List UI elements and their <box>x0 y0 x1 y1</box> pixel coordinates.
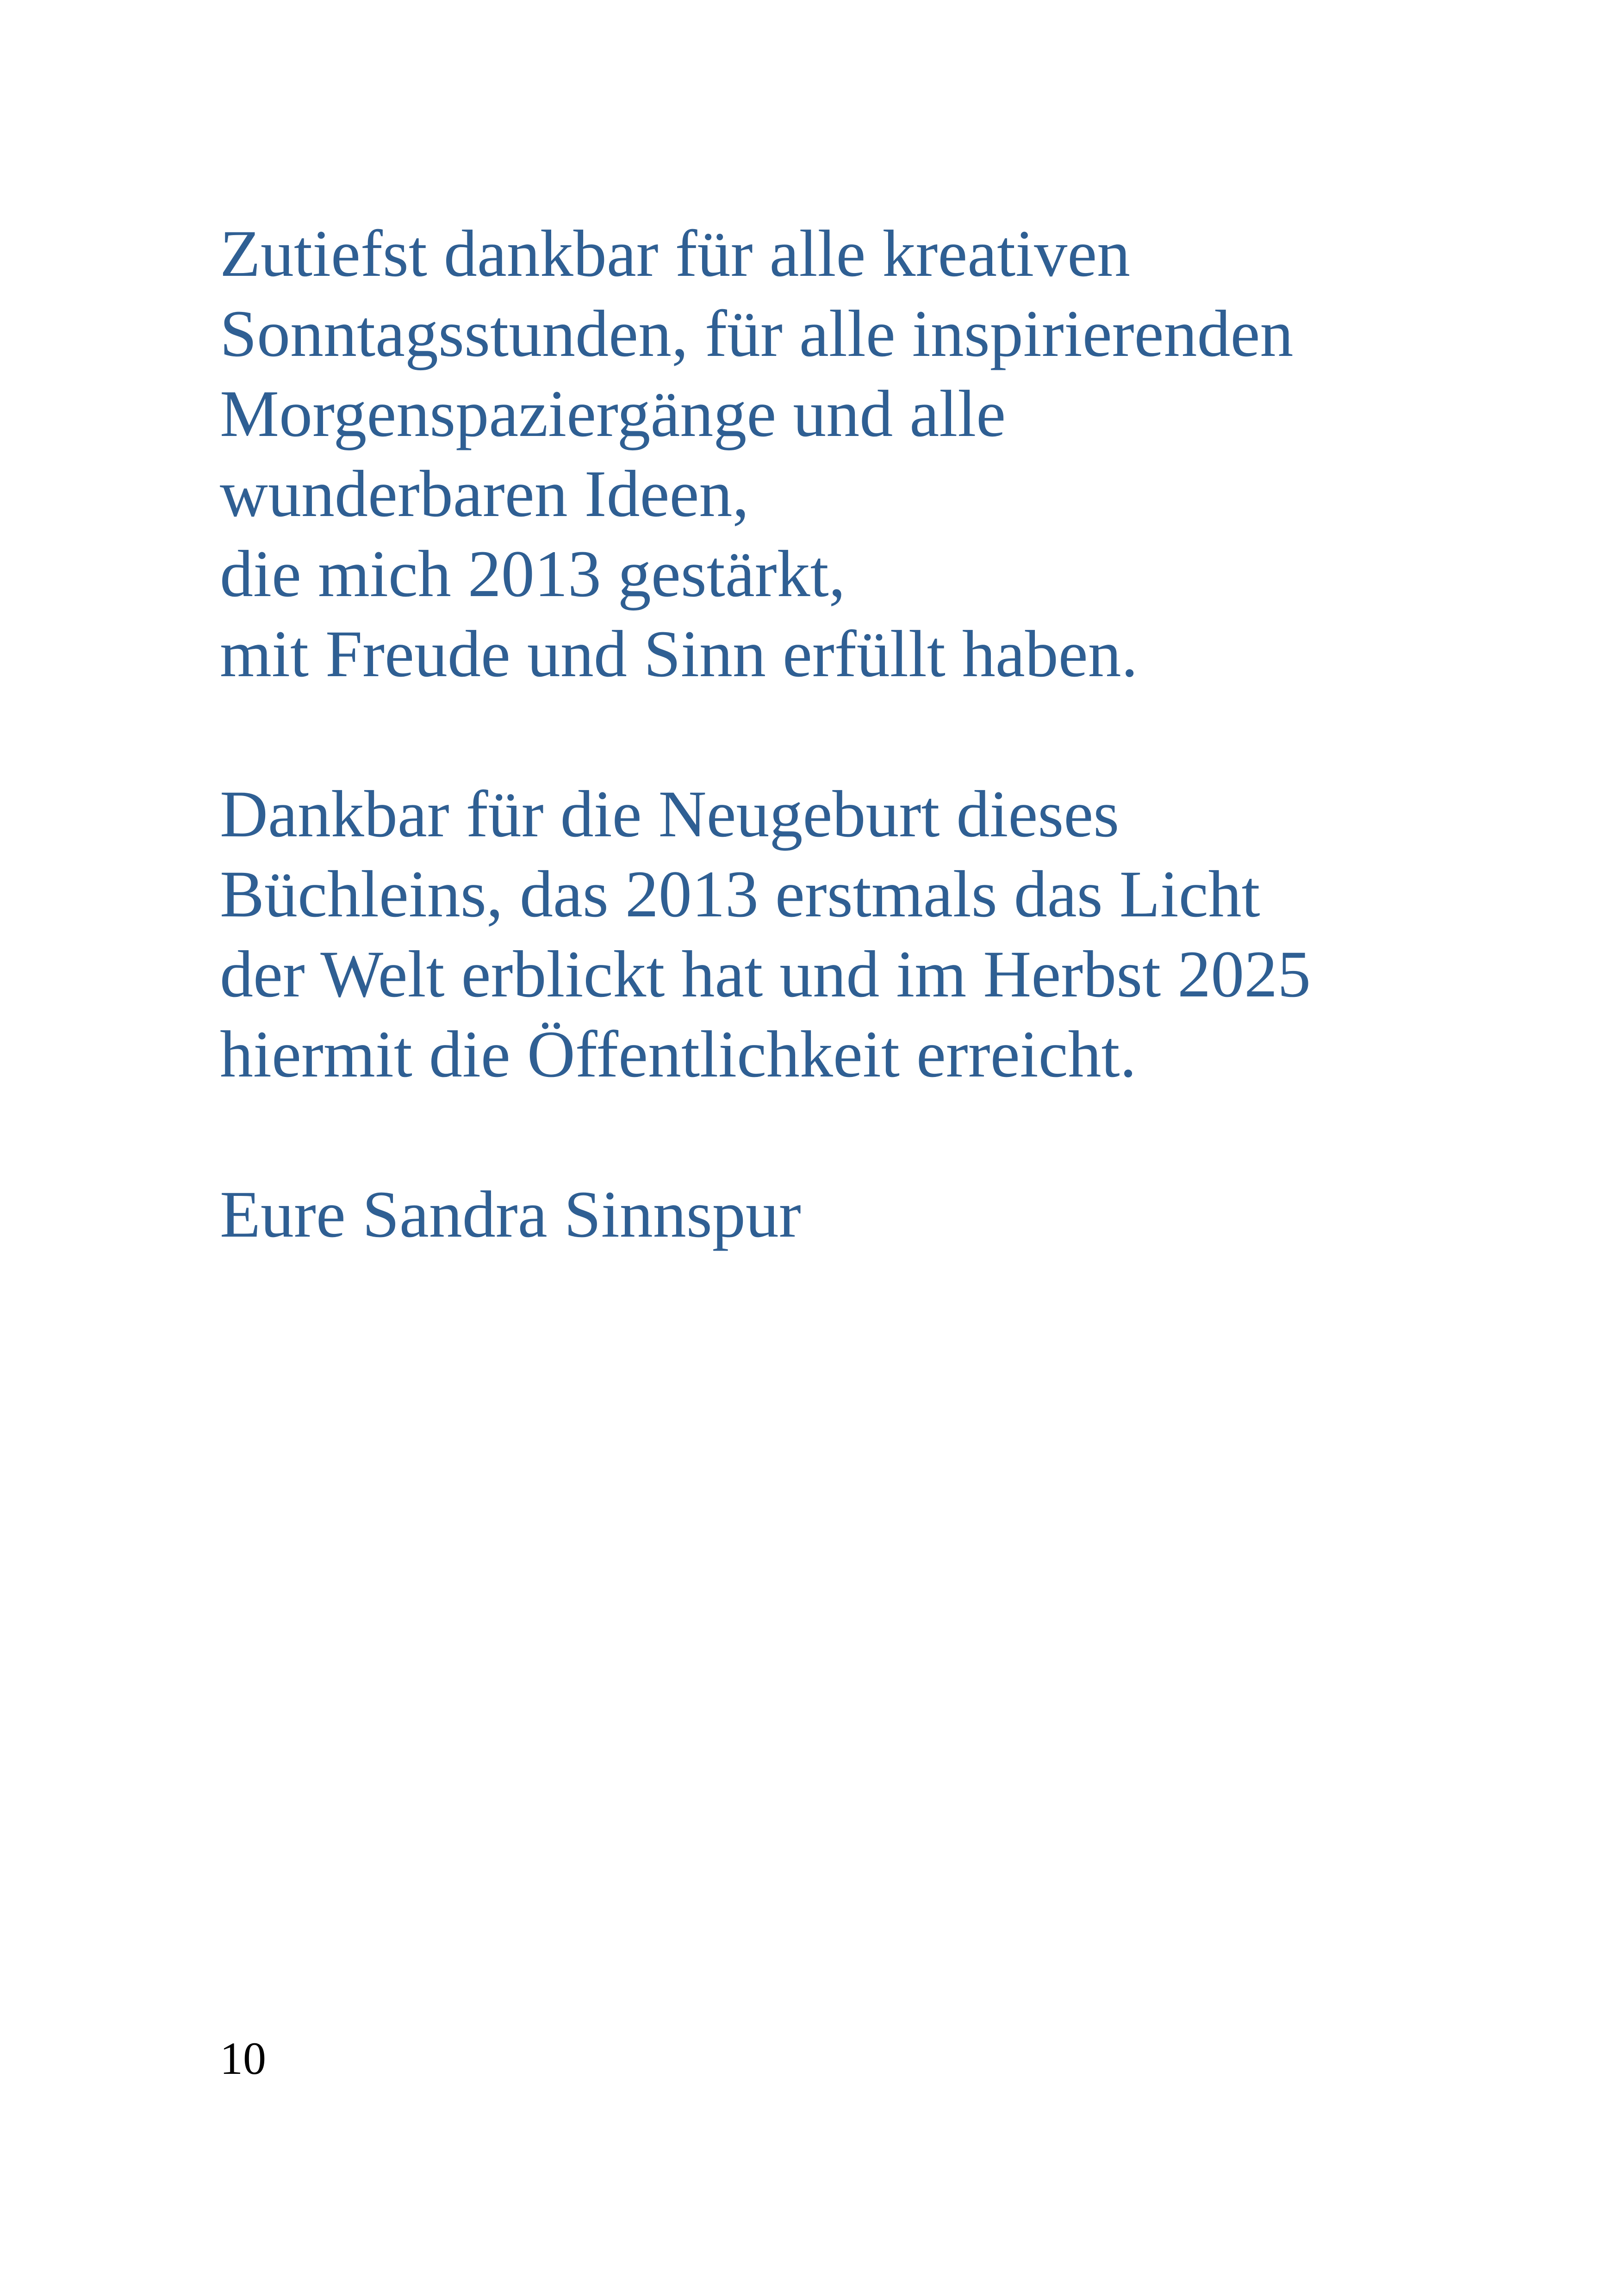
gratitude-paragraph <box>220 214 1469 694</box>
text-line: hiermit die Öffentlichkeit erreicht. <box>220 1018 1137 1091</box>
text-line: wunderbaren Ideen, <box>220 457 749 531</box>
text-line: der Welt erblickt hat und im Herbst 2025 <box>220 938 1311 1011</box>
text-line: Sonntagsstunden, für alle inspirierenden <box>220 297 1294 371</box>
text-line: Büchleins, das 2013 erstmals das Licht <box>220 858 1260 931</box>
signature-line: Eure Sandra Sinnspur <box>220 1178 801 1251</box>
text-line: Dankbar für die Neugeburt dieses <box>220 778 1120 851</box>
rebirth-paragraph <box>220 774 1469 1095</box>
dedication-text <box>220 214 1469 1255</box>
text-line: Morgenspaziergänge und alle <box>220 377 1006 451</box>
text-line: Zutiefst dankbar für alle kreativen <box>220 217 1131 291</box>
text-line: mit Freude und Sinn erfüllt haben. <box>220 617 1138 691</box>
signature-paragraph <box>220 1175 1469 1255</box>
page-number: 10 <box>220 2033 266 2084</box>
text-line: die mich 2013 gestärkt, <box>220 537 846 611</box>
